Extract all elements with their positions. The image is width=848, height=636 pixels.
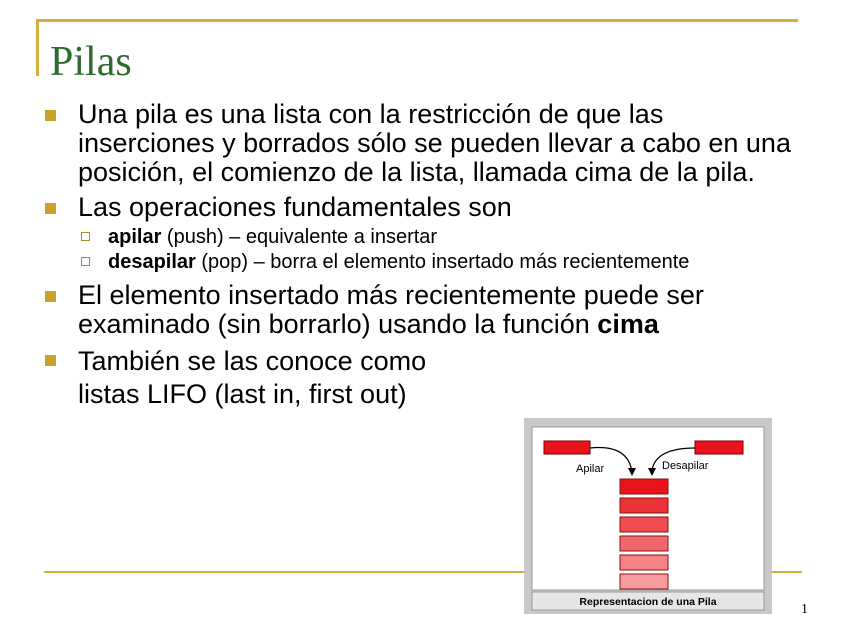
sub-bullet-item (40, 251, 800, 273)
top-rule (36, 19, 798, 22)
sub-bullet-item (40, 226, 800, 248)
stack-block (620, 517, 668, 532)
diagram-caption: Representacion de una Pila (579, 596, 717, 608)
term-apilar: apilar (108, 226, 162, 248)
stack-block (620, 555, 668, 570)
square-bullet-icon (45, 291, 56, 302)
bullet-item (40, 281, 800, 339)
sub-bullet-text: (push) – equivalente a insertar (161, 226, 438, 248)
stack-block (620, 479, 668, 494)
bullet-item (40, 193, 800, 222)
square-bullet-icon (45, 203, 56, 214)
pop-label: Desapilar (662, 460, 709, 472)
stack-diagram (524, 418, 772, 614)
bullet-text: El elemento insertado más recientemente puede ser examinado (sin borrarlo) usando la función (78, 280, 704, 339)
sub-bullet-text: (pop) – borra el elemento insertado más recientemente (195, 251, 690, 273)
bullet-text: También se las conoce como (78, 346, 427, 376)
bullet-item (40, 100, 800, 187)
slide-number: 1 (801, 602, 808, 617)
stack-block (620, 498, 668, 513)
bullet-text: Una pila es una lista con la restricción de que las inserciones y borrados sólo se pueden llevar a cabo en una posición, el comienzo de la lista, llamada cima de la pila. (78, 99, 791, 187)
hollow-square-bullet-icon (81, 232, 90, 241)
hollow-square-bullet-icon (81, 257, 90, 266)
stack-block (620, 536, 668, 551)
square-bullet-icon (45, 110, 56, 121)
square-bullet-icon (45, 355, 56, 366)
bullet-text: Las operaciones fundamentales son (78, 192, 512, 222)
slide-title: Pilas (50, 39, 132, 85)
bullet-list (40, 96, 800, 411)
term-desapilar: desapilar (108, 251, 196, 273)
stack-diagram-svg (524, 418, 772, 614)
pop-element-block (695, 441, 743, 454)
bullet-item (40, 345, 800, 411)
term-cima: cima (597, 309, 659, 339)
push-label: Apilar (576, 463, 605, 475)
left-rule (36, 19, 39, 76)
stack-block (620, 574, 668, 589)
push-element-block (544, 441, 590, 454)
bullet-text-line2: listas LIFO (last in, first out) (78, 379, 407, 409)
